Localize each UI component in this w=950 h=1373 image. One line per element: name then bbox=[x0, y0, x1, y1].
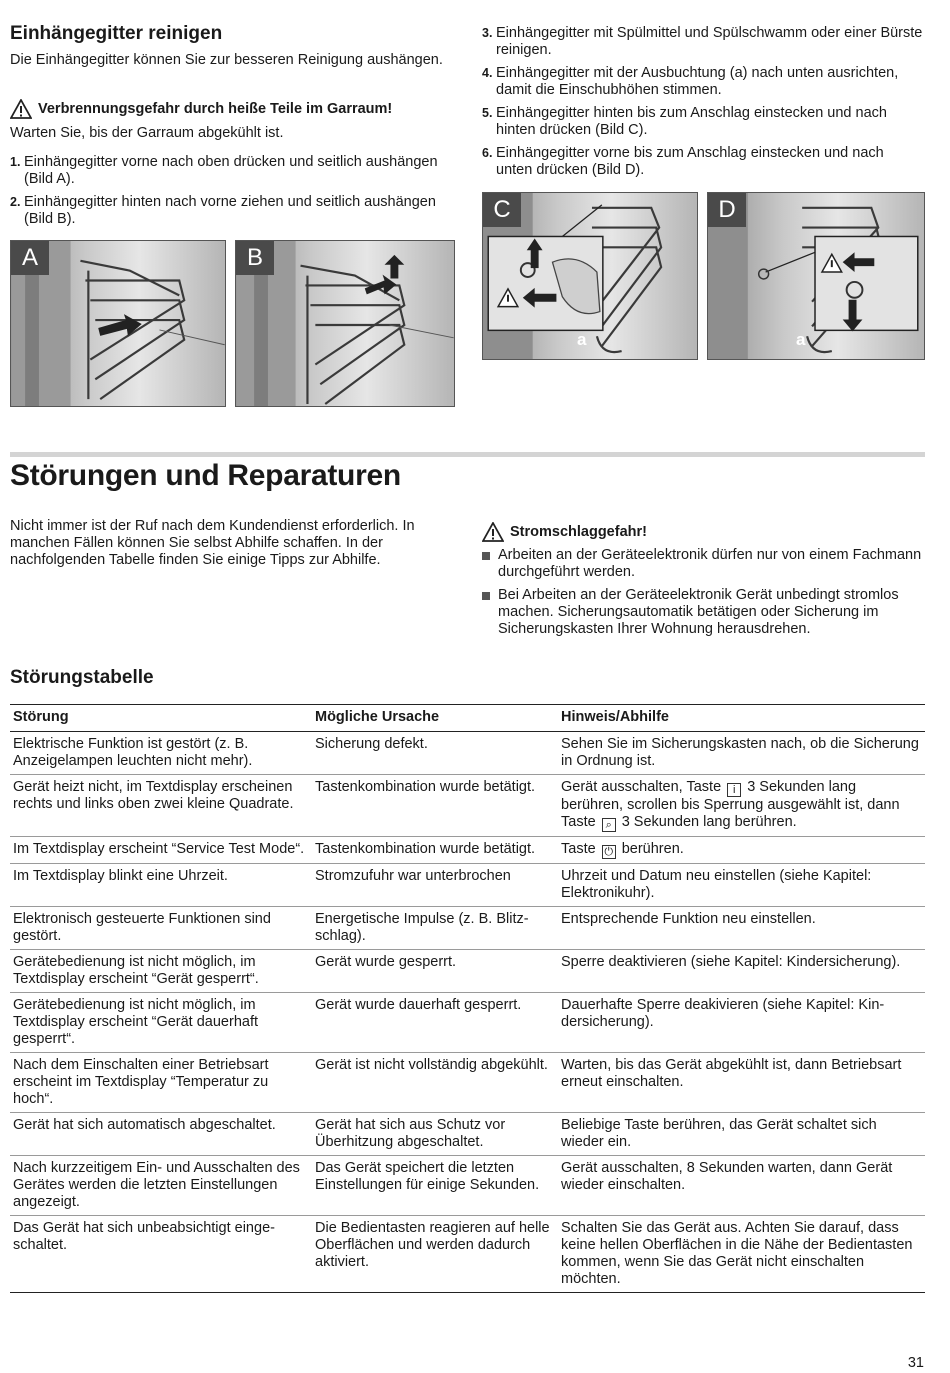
table-row bbox=[10, 864, 925, 907]
step-text: Einhängegitter mit der Ausbuchtung (a) nach unten ausrichten, damit die Einschubhöhen stimmen. bbox=[496, 65, 899, 98]
table-row bbox=[10, 775, 925, 837]
fault-cell: Gerätebedienung ist nicht möglich, im Textdisplay erscheint “Gerät gesperrt“. bbox=[10, 950, 312, 993]
remedy-cell: Sehen Sie im Sicherungskasten nach, ob die Sicherung in Ordnung ist. bbox=[558, 732, 925, 775]
warning-triangle-icon bbox=[10, 99, 32, 119]
step-number: 2. bbox=[10, 195, 21, 209]
remedy-cell: Sperre deaktivieren (siehe Kapitel: Kindersicherung). bbox=[558, 950, 925, 993]
cause-cell: Energetische Impulse (z. B. Blitzschlag). bbox=[312, 907, 558, 950]
key-symbol-icon: ⏻ bbox=[602, 845, 616, 859]
bullet-item bbox=[482, 587, 924, 638]
step-number: 5. bbox=[482, 106, 493, 120]
step-text: Einhängegitter hinten nach vorne ziehen und seitlich aushängen (Bild B). bbox=[24, 194, 436, 227]
fault-cell: Nach kurzzeitigem Ein- und Ausschalten des Gerätes werden die letzten Einstellungen angezeigt. bbox=[10, 1156, 312, 1216]
chapter-divider bbox=[10, 452, 925, 457]
remedy-cell: Entsprechende Funktion neu einstellen. bbox=[558, 907, 925, 950]
step-text: Einhängegitter vorne bis zum Anschlag einstecken und nach unten drücken (Bild D). bbox=[496, 145, 884, 178]
bullet-square-icon bbox=[482, 592, 490, 600]
chapter-intro: Nicht immer ist der Ruf nach dem Kundendienst erforderlich. In manchen Fällen können Sie selbst Abhilfe schaffen. In der nachfolgenden Tabelle finden Sie einige Tipps zur Abhilfe. bbox=[10, 518, 415, 568]
warning-triangle-icon bbox=[482, 522, 504, 542]
remedy-cell: Beliebige Taste berühren, das Gerät schaltet sich wieder ein. bbox=[558, 1113, 925, 1156]
bullet-item bbox=[482, 547, 924, 581]
cause-cell: Gerät wurde dauerhaft gesperrt. bbox=[312, 993, 558, 1053]
bullet-text: Arbeiten an der Geräteelektronik dürfen nur von einem Fachmann durchgeführt werden. bbox=[498, 547, 922, 580]
step-item bbox=[10, 194, 455, 228]
remedy-cell: Schalten Sie das Gerät aus. Achten Sie darauf, dass keine hellen Oberflächen in die Nähe der Bedientasten kommen, wenn Sie das Gerät nicht einschalten möchten. bbox=[558, 1216, 925, 1293]
key-symbol-icon: i bbox=[727, 783, 741, 797]
table-body bbox=[10, 732, 925, 1293]
table-header-row bbox=[10, 705, 925, 732]
remedy-cell: Dauerhafte Sperre deakivieren (siehe Kapitel: Kindersicherung). bbox=[558, 993, 925, 1053]
table-title: Störungstabelle bbox=[10, 667, 154, 688]
burn-warning-title: Verbrennungsgefahr durch heiße Teile im Garraum! bbox=[38, 100, 393, 117]
step-number: 3. bbox=[482, 26, 493, 40]
burn-warning bbox=[10, 99, 455, 119]
table-row bbox=[10, 1156, 925, 1216]
step-item bbox=[482, 145, 924, 179]
table-row bbox=[10, 732, 925, 775]
cause-cell: Sicherung defekt. bbox=[312, 732, 558, 775]
step-item bbox=[482, 65, 924, 99]
electric-shock-warning bbox=[482, 522, 924, 542]
figure-b bbox=[235, 240, 455, 407]
table-row bbox=[10, 950, 925, 993]
figure-letter: D bbox=[708, 193, 746, 227]
rack-cleaning-intro: Die Einhängegitter können Sie zur besseren Reinigung aushängen. bbox=[10, 52, 443, 68]
key-symbol-icon: ⌕ bbox=[602, 818, 616, 832]
cause-cell: Gerät hat sich aus Schutz vor Überhitzung abgeschaltet. bbox=[312, 1113, 558, 1156]
fault-table bbox=[10, 704, 925, 1293]
figure-label-a: a bbox=[796, 330, 806, 349]
cause-cell: Tastenkombination wurde betätigt. bbox=[312, 775, 558, 837]
fault-cell: Im Textdisplay blinkt eine Uhrzeit. bbox=[10, 864, 312, 907]
figure-a bbox=[10, 240, 226, 407]
table-row bbox=[10, 907, 925, 950]
step-number: 6. bbox=[482, 146, 493, 160]
cause-cell: Gerät ist nicht vollständig abgekühlt. bbox=[312, 1053, 558, 1113]
table-row bbox=[10, 1113, 925, 1156]
table-row bbox=[10, 1216, 925, 1293]
remedy-cell: Uhrzeit und Datum neu einstellen (siehe Kapitel: Elektronikuhr). bbox=[558, 864, 925, 907]
remedy-cell: Taste ⏻ berühren. bbox=[558, 837, 925, 864]
step-text: Einhängegitter mit Spülmittel und Spülschwamm oder einer Bürste reinigen. bbox=[496, 25, 923, 58]
section-title-rack-cleaning: Einhängegitter reinigen bbox=[10, 23, 223, 44]
step-number: 1. bbox=[10, 155, 21, 169]
column-header: Hinweis/Abhilfe bbox=[558, 705, 925, 732]
fault-cell: Elektronisch gesteuerte Funktionen sind gestört. bbox=[10, 907, 312, 950]
table-row bbox=[10, 1053, 925, 1113]
step-item bbox=[482, 25, 924, 59]
bullet-text: Bei Arbeiten an der Geräteelektronik Gerät unbedingt stromlos machen. Sicherungsautomatik betätigen oder Sicherung im Sicherungskasten Ihrer Wohnung herausdrehen. bbox=[498, 587, 899, 637]
figure-d bbox=[707, 192, 925, 360]
cause-cell: Tastenkombination wurde betätigt. bbox=[312, 837, 558, 864]
table-row bbox=[10, 993, 925, 1053]
warning-bullets bbox=[482, 547, 924, 644]
step-text: Einhängegitter hinten bis zum Anschlag einstecken und nach hinten drücken (Bild C). bbox=[496, 105, 887, 138]
table-row bbox=[10, 837, 925, 864]
steps-list-right bbox=[482, 25, 924, 185]
figure-letter: A bbox=[11, 241, 49, 275]
figure-letter: C bbox=[483, 193, 521, 227]
figure-c bbox=[482, 192, 698, 360]
cause-cell: Gerät wurde gesperrt. bbox=[312, 950, 558, 993]
fault-cell: Gerätebedienung ist nicht möglich, im Textdisplay erscheint “Gerät dauerhaft gesperrt“. bbox=[10, 993, 312, 1053]
fault-cell: Das Gerät hat sich unbeabsichtigt eingeschaltet. bbox=[10, 1216, 312, 1293]
cause-cell: Das Gerät speichert die letzten Einstellungen für einige Sekunden. bbox=[312, 1156, 558, 1216]
bullet-square-icon bbox=[482, 552, 490, 560]
remedy-cell: Gerät ausschalten, 8 Sekunden warten, dann Gerät wieder einschalten. bbox=[558, 1156, 925, 1216]
step-item bbox=[10, 154, 455, 188]
column-header: Störung bbox=[10, 705, 312, 732]
cause-cell: Die Bedientasten reagieren auf helle Oberflächen und werden dadurch aktiviert. bbox=[312, 1216, 558, 1293]
electric-shock-warning-title: Stromschlaggefahr! bbox=[510, 523, 647, 540]
fault-cell: Gerät hat sich automatisch abgeschaltet. bbox=[10, 1113, 312, 1156]
cause-cell: Stromzufuhr war unterbrochen bbox=[312, 864, 558, 907]
remedy-cell: Gerät ausschalten, Taste i 3 Sekunden lang berühren, scrollen bis Sperrung ausgewählt ist, dann Taste ⌕ 3 Sekunden lang berühren. bbox=[558, 775, 925, 837]
column-header: Mögliche Ursache bbox=[312, 705, 558, 732]
chapter-title: Störungen und Reparaturen bbox=[10, 459, 401, 492]
figure-label-a: a bbox=[577, 330, 587, 349]
fault-cell: Nach dem Einschalten einer Betriebsart erscheint im Textdisplay “Temperatur zu hoch“. bbox=[10, 1053, 312, 1113]
remedy-cell: Warten, bis das Gerät abgekühlt ist, dann Betriebsart erneut einschalten. bbox=[558, 1053, 925, 1113]
fault-cell: Elektrische Funktion ist gestört (z. B. Anzeigelampen leuchten nicht mehr). bbox=[10, 732, 312, 775]
burn-warning-text: Warten Sie, bis der Garraum abgekühlt ist. bbox=[10, 125, 284, 141]
step-text: Einhängegitter vorne nach oben drücken und seitlich aushängen (Bild A). bbox=[24, 154, 438, 187]
page-number: 31 bbox=[907, 1355, 924, 1371]
step-number: 4. bbox=[482, 66, 493, 80]
fault-cell: Gerät heizt nicht, im Textdisplay erscheinen rechts und links oben zwei kleine Quadrate. bbox=[10, 775, 312, 837]
steps-list-left bbox=[10, 154, 455, 234]
fault-cell: Im Textdisplay erscheint “Service Test Mode“. bbox=[10, 837, 312, 864]
step-item bbox=[482, 105, 924, 139]
figure-letter: B bbox=[236, 241, 274, 275]
